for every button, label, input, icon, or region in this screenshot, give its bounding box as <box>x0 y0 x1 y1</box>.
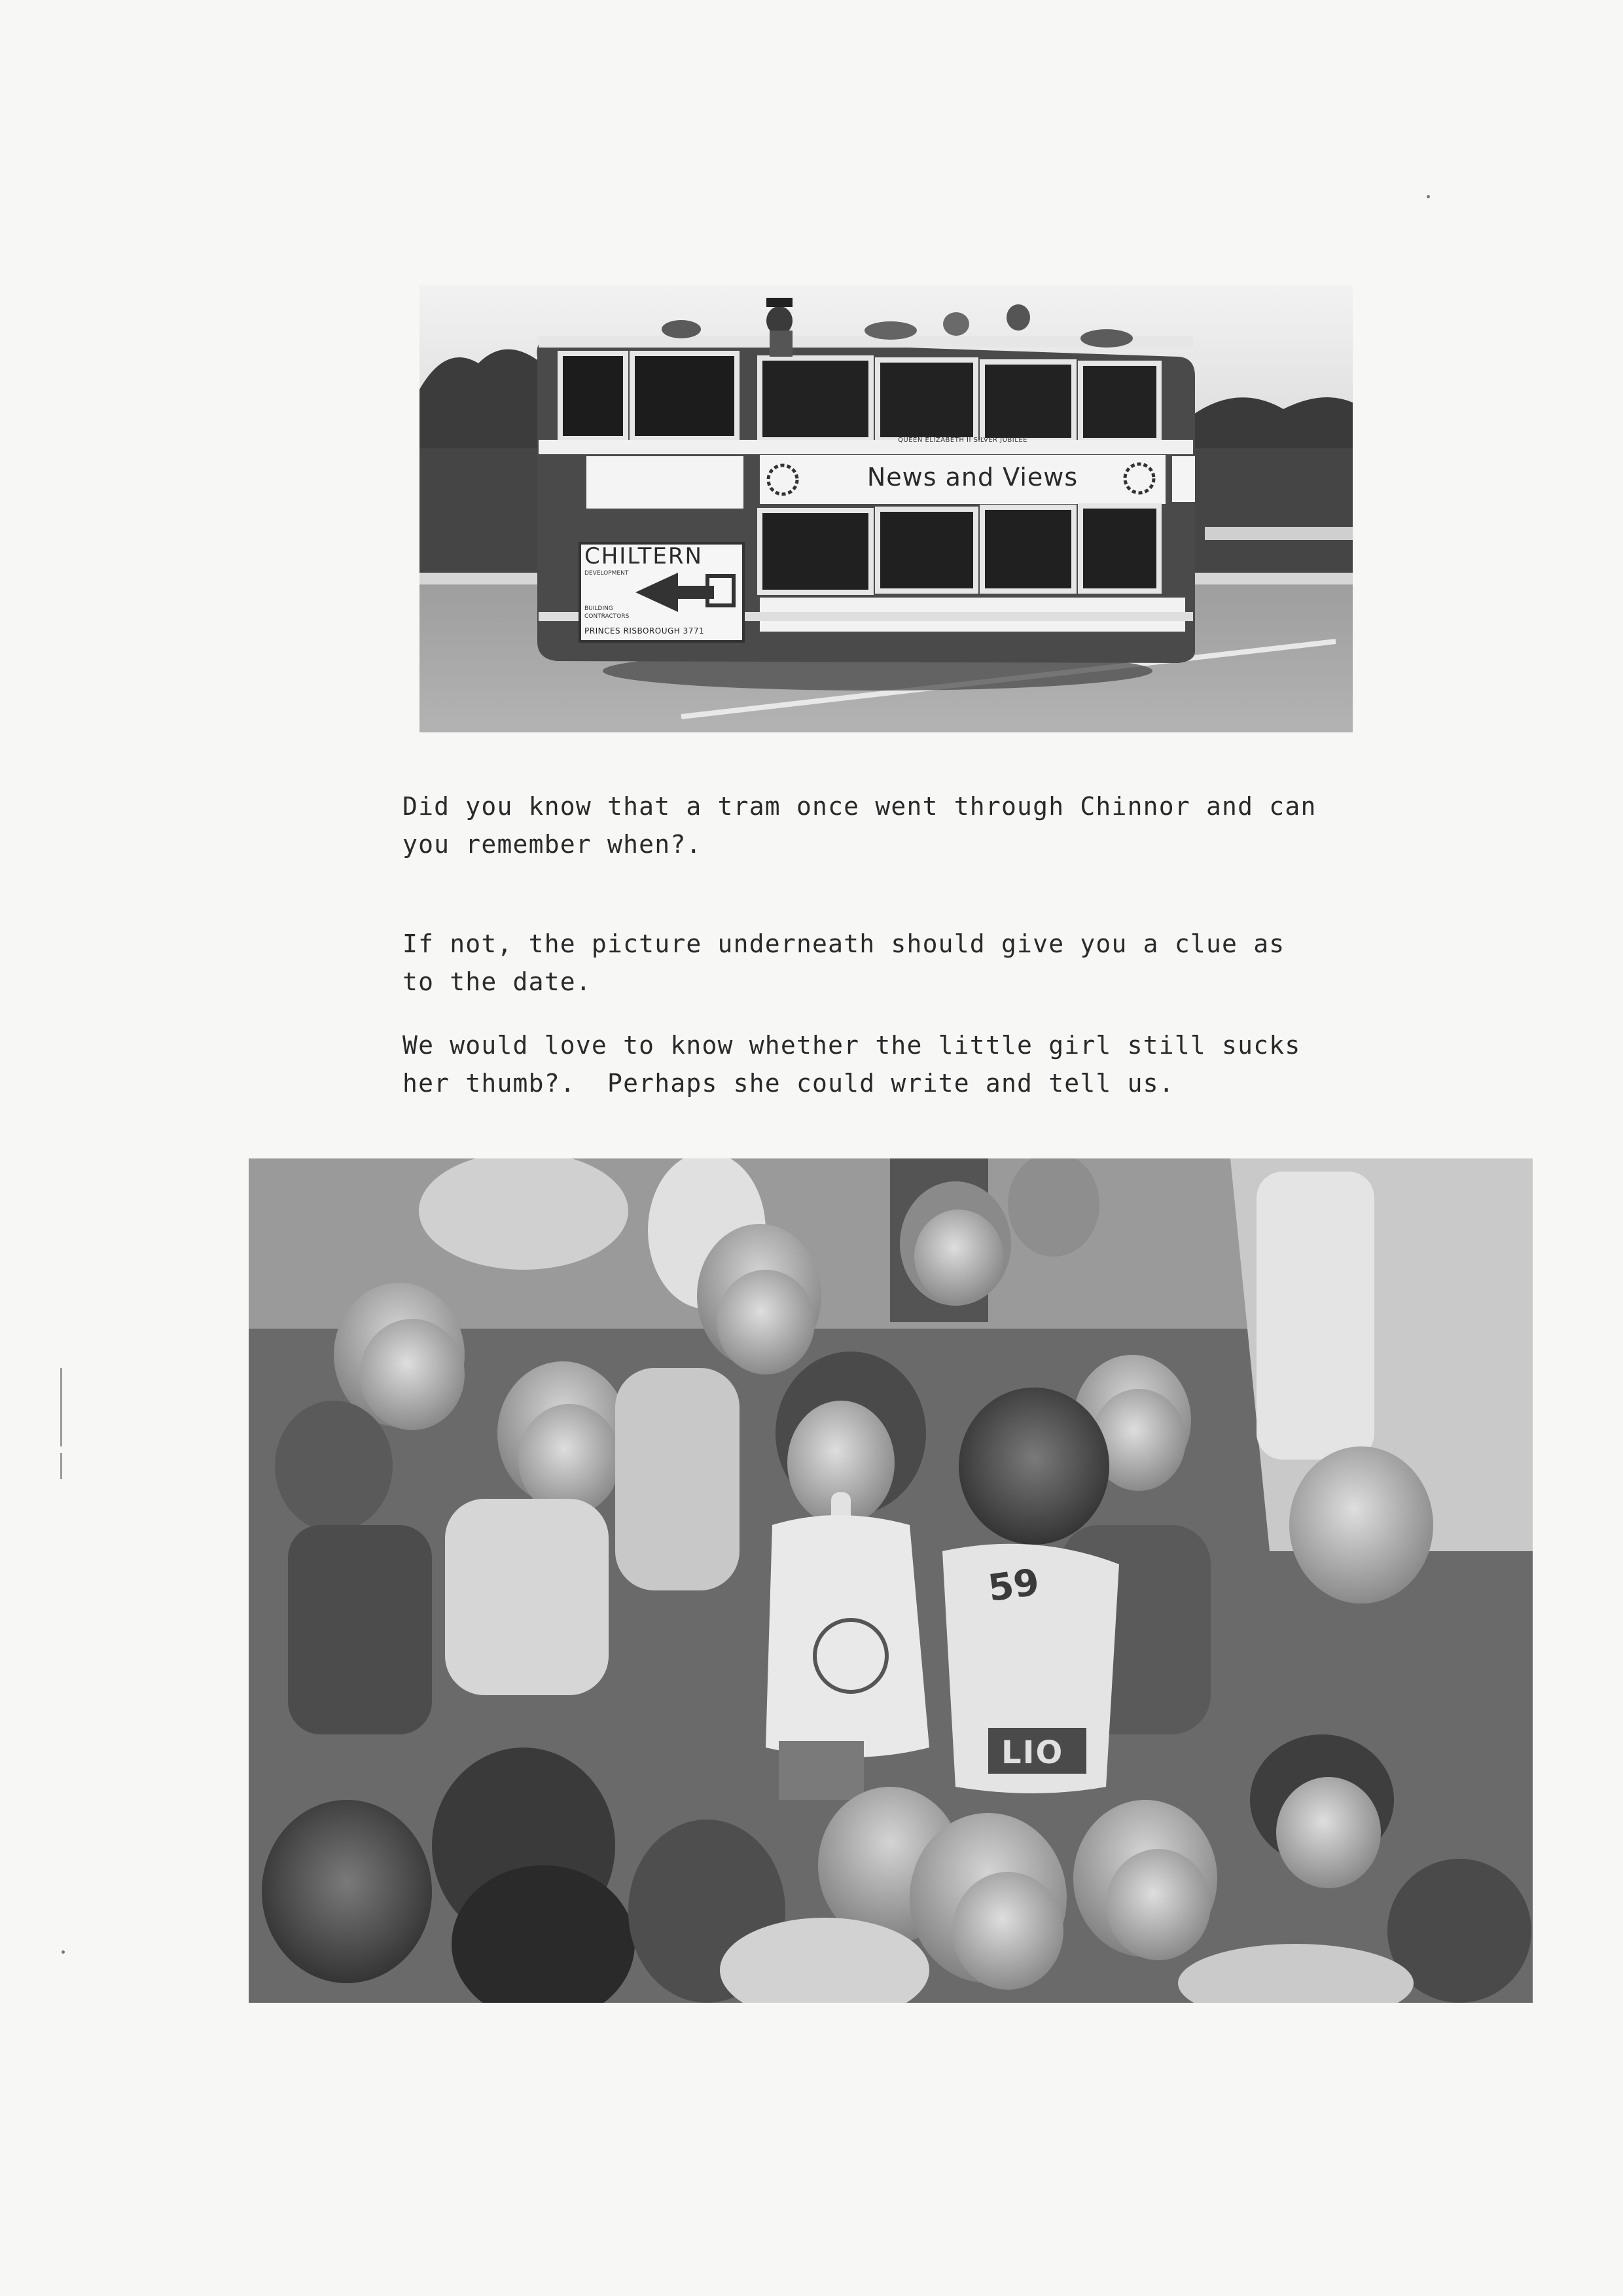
tram-sign-top: QUEEN ELIZABETH II SILVER JUBILEE <box>898 437 1027 444</box>
tram-sign-main: News and Views <box>866 463 1079 492</box>
scan-edge-mark <box>60 1368 62 1446</box>
tram-advert-line: PRINCES RISBOROUGH 3771 <box>584 626 705 636</box>
tram-advert-line: DEVELOPMENT <box>584 570 629 577</box>
tram-photo <box>419 285 1353 732</box>
article-paragraph: Did you know that a tram once went through Chinnor and can you remember when?. <box>402 792 1317 859</box>
children-crowd-photo <box>249 1158 1533 2003</box>
tram-advert-brand: CHILTERN <box>584 543 703 569</box>
article-paragraph: If not, the picture underneath should give you a clue as to the date. <box>402 929 1285 996</box>
shirt-number: 59 <box>985 1560 1043 1611</box>
scan-edge-mark <box>60 1453 62 1479</box>
article-paragraph: We would love to know whether the little girl still sucks her thumb?. Perhaps she could write and tell us. <box>402 1031 1301 1098</box>
scan-speck <box>62 1950 65 1954</box>
tram-advert-line: CONTRACTORS <box>584 613 630 620</box>
shirt-text: LIO <box>1001 1734 1064 1771</box>
scan-speck <box>1427 195 1430 198</box>
tram-advert-line: BUILDING <box>584 605 613 612</box>
